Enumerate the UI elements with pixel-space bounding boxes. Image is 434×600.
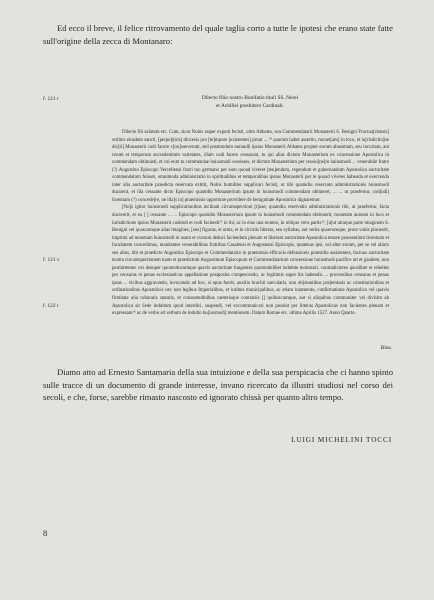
author-name: LUIGI MICHELINI TOCCI xyxy=(291,436,392,444)
folio-ref-121r: f. 121 r xyxy=(43,96,59,102)
intro-paragraph: Ed ecco il breve, il felice ritrovamento del quale taglia corto a tutte le ipotesi che erano state fatte sull'origine della zecca di Montanaro: xyxy=(43,23,393,46)
document-paragraph-1: Dilecte fili salutem etc. Cum, sicut Nobis nuper exponi fecisti, olim Abbates, seu Commendatarii Monasterii S. Benigni Fructua[riensis] ordinis eiusdem sancti, [perpe]t[uis] diocesis pro [te]mpore [existentes] prout ... ¹⁴ quarum habet assertio, monet[am] in loco, et iu[risdictio]ne dic[ti] Monasterii cudi facere c[on]sueverunt, sed postmodum nonnulli ipsius Monasterii Abbates propter eorum absentiam, seu incuriam, aut rerum et temporum succedentium varietates, illam cudi facere cessarunt, tu qui alias dictum Monasterium ex concessione Apostolica in commendam obtinuisti, et cui eum tu commendae huiusmodi cessisses, et dictum Monasterium per cessio[ne]m huiusmodi ... venerabile fratre (?) Augustino Episcopo Vercellensi fratri tuo germano per eum quoad viveret [ten]endum, regendum et gubernandum Apostolica auctoritate commendatum fuisset, omnimoda administratio in spiritualibus et temporalibus ipsius Monasterii per te quoad viveres habenda et exercenda inter alia auctoritate praedicta reservata extitit, Nobis humiliter supplicari fecisti, ut tibi quamdiu reservato administrationis huiusmodi durarent, et illa cessante dicto Episcopo quamdiu Monasterium ipsum in huiusmodi commendam obtineret, ... ... ut praefertur, cud[ndi] licentiam (?) concede[re, ne illa]s in] praemissis opportune providere de benignitate Apostolica dignaremur. xyxy=(112,130,389,203)
page-number: 8 xyxy=(43,528,48,538)
document-paragraph-2: [No]s igitur huiusmodi supplicationibus inclinati circumspectioni [t]uae, quamdiu reservatio administrationis tibi, ut praefertur, facta duraverit, et ea [ ] cessante ... ... Episcopo quamdiu Monasterium ipsum in huiusmodi commendam obtinuerit, monetam auream in loco et iurisdictione ipsius Monasterii cudendi et cudi faciendi¹⁵ in ibi, ac in eius una nomen, in reliquo vero partis¹⁶, [a]ut utraque parte imaginem S. Benigni vel quascumque alias imagines, [seu] figuras, et arma, et in circulis litteras, seu syllabas, aut verba quaecumque, prout vobis placuerit, imprimi ad monetam huiusmodi in usum et cursum deduci faciendum plenam et liberam auctoritate Apostolica tenore praesentium licentiam et facultatem concedimus, mandantes venerabilibus fratribus Casalensi et Augustensi Episcopis, quatenus ipsi, vel alter eorum, per se vel alium seu alios, tibi et praedicto Augustino Episcopo et Commendatario in praemissis efficacis defensionis praesidio assistentes, facinus auctoritate nostra circumspectionem tuam et praedictum Augustinum Episcopum et Commendatarium concessione huiusmodi pacifice uti et gaudere, non permittentes vos desuper quomodocumque quavis auctoritate fungentes quomodolibet indebite molestari, contradictores quoslibet et rebelles per censuras et penas ecclesiasticas appellatione postposita compescendo, ac legitimis super his habendis ... processibus censuras et penas ipsas ... vicibus aggravando, invocando ad hoc, si opus fuerit, auxilio brachii saecularis, non ob[stantibus pra]emissis ac constitutionibus et ordinationibus Apostolicis nec non legibus Imperialibus, et iuribus municipalibus, ac etiam iuramento, confirmatione Apostolica vel quavis firmitate alia roboratis statutis, et consuetudinibus caeterisque contrariis [] quibuscumque, aut si aliquibus communiter vel divisim ab Apostolica sit Sede indultum quod interdici, suspendi, vel excommunicari non possint per litteras Apostolicas non facientes plenam et expressam¹⁶ ac de verbo ad verbum de indulto hu[iusmodi] mentionem. Datum Romae etc. ultima Aprilis 1527. Anno Quarto. xyxy=(112,205,389,317)
closing-text xyxy=(43,366,393,404)
document-heading xyxy=(150,94,350,110)
document-heading-line-2: et Achillei presbitero Cardinali. xyxy=(216,103,284,109)
folio-ref-121v: f. 121 v xyxy=(43,257,60,263)
document-heading-line-1: Dilecto filio nostro Bonifatio tituli SS. Nerei xyxy=(201,95,299,101)
document-signature: Blos. xyxy=(380,345,392,351)
folio-ref-122r: f. 122 r xyxy=(43,303,59,309)
intro-text xyxy=(43,22,393,48)
closing-paragraph: Diamo atto ad Ernesto Santamaria della sua intuizione e della sua perspicacia che ci hanno spinto sulle tracce di un documento di grande interesse, invano ricercato da illustri studiosi nel corso dei secoli, e che, forse, sarebbe rimasto nascosto ed ignorato chissà per quanto altro tempo. xyxy=(43,367,393,403)
document-transcription xyxy=(112,129,389,318)
